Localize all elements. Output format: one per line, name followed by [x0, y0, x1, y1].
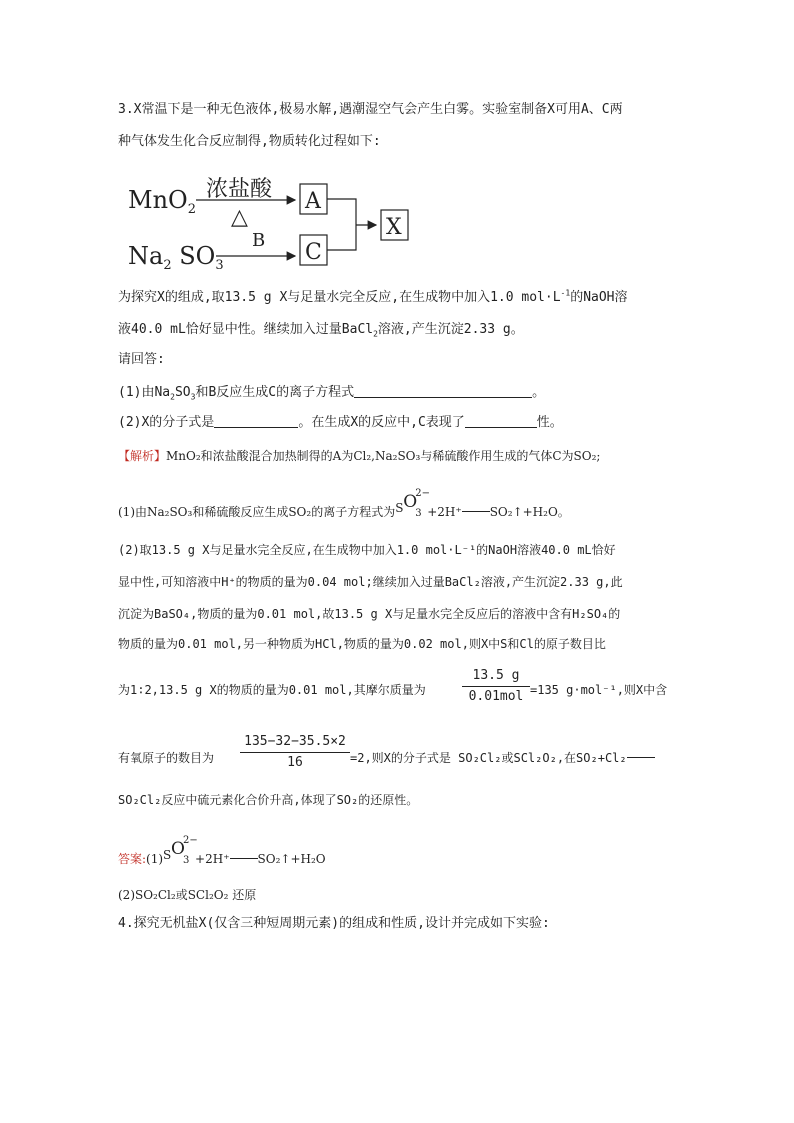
- analysis-p2-line2: 显中性,可知溶液中H⁺的物质的量为0.04 mol;继续加入过量BaCl₂溶液,产生沉淀2.33 g,此: [118, 575, 623, 589]
- box-x-label: X: [386, 215, 402, 240]
- equals-line: [462, 511, 490, 512]
- equals-line: [627, 757, 655, 758]
- box-c-label: C: [305, 240, 322, 265]
- q3-para-line1: 为探究X的组成,取13.5 g X与足量水完全反应,在生成物中加入1.0 $mol\cdot L^{-1}$的NaOH溶: [118, 288, 628, 305]
- merge-connector: [327, 199, 356, 250]
- q3-prompt: 请回答:: [118, 352, 165, 367]
- analysis-tag: 【解析】: [118, 449, 167, 463]
- acid-label: 浓盐酸: [206, 177, 273, 202]
- answer-blank-2: [214, 413, 298, 428]
- analysis-p2-line6b: =2,则X的分子式是 SO₂Cl₂或SCl₂O₂,在SO₂+Cl₂: [350, 748, 655, 768]
- analysis-p2-line7: SO₂Cl₂反应中硫元素化合价升高,体现了SO₂的还原性。: [118, 793, 419, 807]
- q3-para-line2: 液40.0 mL恰好显中性。继续加入过量BaCl$_2$溶液,产生沉淀2.33 g。: [118, 322, 524, 339]
- reaction-scheme-diagram: [120, 170, 420, 275]
- analysis-p2-line5a: 为1∶2,13.5 g X的物质的量为0.01 mol,其摩尔质量为: [118, 683, 426, 697]
- fraction-molar-mass: 13.5 g 0.01mol: [462, 667, 530, 706]
- heat-label: △: [231, 205, 248, 230]
- answer-blank-3: [465, 413, 537, 428]
- equals-line: [230, 858, 258, 859]
- sulfite-ion: S O 2− 3: [163, 835, 198, 866]
- q3-subquestion-1: (1)由$Na_2SO_3$和B反应生成C的离子方程式 。: [118, 385, 546, 402]
- fraction-oxygen-count: 135−32−35.5×2 16: [240, 733, 350, 772]
- sulfite-ion: S O 2− 3: [395, 488, 430, 519]
- analysis-intro: 【解析】MnO₂和浓盐酸混合加热制得的A为Cl₂,Na₂SO₃与稀硫酸作用生成的气体C为SO₂;: [118, 449, 601, 463]
- analysis-p2-line3: 沉淀为BaSO₄,物质的量为0.01 mol,故13.5 g X与足量水完全反应后的溶液中含有H₂SO₄的: [118, 607, 621, 621]
- answer-tag: 答案:: [118, 852, 147, 866]
- analysis-p2-line4: 物质的量为0.01 mol,另一种物质为HCl,物质的量为0.02 mol,则X中S和Cl的原子数目比: [118, 637, 606, 651]
- mno2-label: MnO$_2$: [128, 186, 196, 217]
- q3-text-line2: 种气体发生化合反应制得,物质转化过程如下:: [118, 134, 381, 149]
- q3-subquestion-2: (2)X的分子式是 。在生成X的反应中,C表现了 性。: [118, 415, 563, 430]
- reagent-b-label: B: [252, 230, 266, 251]
- analysis-p2-line6a: 有氧原子的数目为: [118, 751, 215, 765]
- na2so3-label: $Na_2$ $SO_3$: [128, 242, 224, 273]
- answer-line1: 答案:(1) S O 2− 3 +2H⁺ SO₂↑+H₂O: [118, 835, 326, 866]
- q4-text-line1: 4.探究无机盐X(仅含三种短周期元素)的组成和性质,设计并完成如下实验:: [118, 916, 550, 931]
- answer-line2: (2)SO₂Cl₂或SCl₂O₂ 还原: [118, 888, 257, 902]
- analysis-p1: (1)由Na₂SO₃和稀硫酸反应生成SO₂的离子方程式为 S O 2− 3 +2H⁺ SO₂↑+H₂O。: [118, 488, 570, 519]
- answer-blank-1: [354, 383, 532, 398]
- analysis-p2-line5b: =135 g·mol⁻¹,则X中含: [530, 683, 668, 697]
- box-a-label: A: [305, 189, 321, 214]
- q3-text-line1: 3.X常温下是一种无色液体,极易水解,遇潮湿空气会产生白雾。实验室制备X可用A、C两: [118, 102, 623, 117]
- analysis-p2-line1: (2)取13.5 g X与足量水完全反应,在生成物中加入1.0 mol·L⁻¹的NaOH溶液40.0 mL恰好: [118, 543, 616, 557]
